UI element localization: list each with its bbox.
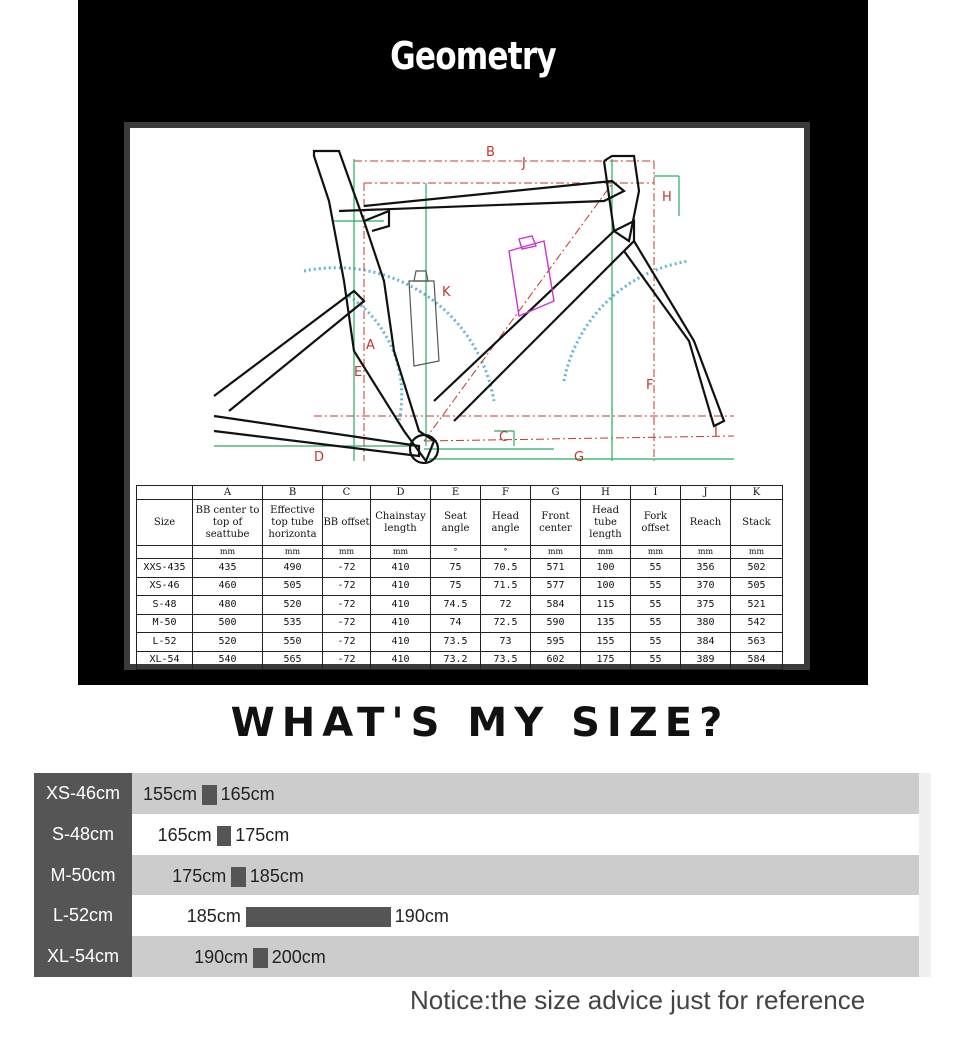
value-cell: 565 xyxy=(263,651,323,670)
dim-letter-c: C xyxy=(499,430,509,445)
value-cell: 410 xyxy=(371,651,431,670)
size-heading: WHAT'S MY SIZE? xyxy=(230,700,730,746)
value-cell: 55 xyxy=(631,614,681,633)
value-cell: 577 xyxy=(531,577,581,596)
value-cell: 73.5 xyxy=(431,633,481,652)
value-cell: 100 xyxy=(581,559,631,578)
value-cell: -72 xyxy=(323,633,371,652)
header-cell: BB offset xyxy=(323,500,371,546)
value-cell: 73 xyxy=(481,633,531,652)
value-cell: 100 xyxy=(581,577,631,596)
size-min-label: 155cm xyxy=(142,784,197,804)
value-cell: 375 xyxy=(681,596,731,615)
dim-letter-b: B xyxy=(486,145,495,160)
size-cell: XL-54 xyxy=(137,651,193,670)
size-range-bar xyxy=(231,867,246,887)
size-cell: XXS-435 xyxy=(137,559,193,578)
geometry-drawing-frame xyxy=(124,122,810,670)
value-cell: 55 xyxy=(631,633,681,652)
size-range-bar xyxy=(202,785,217,805)
geometry-panel xyxy=(78,0,868,685)
letter-cell: G xyxy=(531,486,581,500)
unit-cell: mm xyxy=(263,546,323,559)
unit-cell: ° xyxy=(481,546,531,559)
unit-cell: mm xyxy=(731,546,783,559)
table-row xyxy=(137,651,783,670)
value-cell: 520 xyxy=(263,596,323,615)
value-cell: 55 xyxy=(631,596,681,615)
value-cell: 410 xyxy=(371,614,431,633)
size-label: XL-54cm xyxy=(34,936,132,977)
size-row xyxy=(34,936,931,977)
value-cell: 74 xyxy=(431,614,481,633)
value-cell: 460 xyxy=(193,577,263,596)
geometry-table xyxy=(136,485,783,670)
size-track xyxy=(132,895,922,936)
value-cell: 380 xyxy=(681,614,731,633)
letter-cell: C xyxy=(323,486,371,500)
header-cell: Head angle xyxy=(481,500,531,546)
value-cell: 73.5 xyxy=(481,651,531,670)
value-cell: 590 xyxy=(531,614,581,633)
value-cell: 410 xyxy=(371,559,431,578)
header-cell: Seat angle xyxy=(431,500,481,546)
bottle-outline-grey xyxy=(409,271,439,366)
letter-cell xyxy=(137,486,193,500)
value-cell: 115 xyxy=(581,596,631,615)
letter-cell: B xyxy=(263,486,323,500)
value-cell: 520 xyxy=(193,633,263,652)
value-cell: 490 xyxy=(263,559,323,578)
dim-letter-k: K xyxy=(442,285,451,300)
value-cell: 505 xyxy=(731,577,783,596)
value-cell: 384 xyxy=(681,633,731,652)
size-cell: XS-46 xyxy=(137,577,193,596)
value-cell: -72 xyxy=(323,577,371,596)
value-cell: 72.5 xyxy=(481,614,531,633)
size-row xyxy=(34,855,931,896)
value-cell: 480 xyxy=(193,596,263,615)
value-cell: 74.5 xyxy=(431,596,481,615)
value-cell: -72 xyxy=(323,614,371,633)
size-chart xyxy=(34,773,931,977)
header-cell: Size xyxy=(137,500,193,546)
table-row xyxy=(137,559,783,578)
value-cell: -72 xyxy=(323,596,371,615)
unit-cell: mm xyxy=(193,546,263,559)
table-row xyxy=(137,633,783,652)
unit-cell: mm xyxy=(581,546,631,559)
value-cell: 595 xyxy=(531,633,581,652)
table-row xyxy=(137,577,783,596)
table-body xyxy=(137,546,783,670)
size-cell: M-50 xyxy=(137,614,193,633)
value-cell: 75 xyxy=(431,577,481,596)
size-min-label: 190cm xyxy=(194,947,249,967)
value-cell: 155 xyxy=(581,633,631,652)
value-cell: 55 xyxy=(631,651,681,670)
size-range-bar xyxy=(217,826,232,846)
value-cell: 71.5 xyxy=(481,577,531,596)
size-max-label: 200cm xyxy=(271,947,326,967)
size-range-bar xyxy=(253,948,268,968)
value-cell: 135 xyxy=(581,614,631,633)
size-min-label: 165cm xyxy=(157,825,212,845)
unit-cell: mm xyxy=(631,546,681,559)
dim-letter-a: A xyxy=(366,338,375,353)
letter-cell: H xyxy=(581,486,631,500)
size-label: XS-46cm xyxy=(34,773,132,814)
value-cell: 535 xyxy=(263,614,323,633)
letter-cell: K xyxy=(731,486,783,500)
size-label: S-48cm xyxy=(34,814,132,855)
value-cell: 521 xyxy=(731,596,783,615)
dimension-letters xyxy=(314,145,718,465)
value-cell: 435 xyxy=(193,559,263,578)
front-wheel-arc xyxy=(564,261,689,381)
value-cell: 563 xyxy=(731,633,783,652)
value-cell: -72 xyxy=(323,559,371,578)
dim-letter-d: D xyxy=(314,450,325,465)
unit-cell xyxy=(137,546,193,559)
value-cell: 410 xyxy=(371,633,431,652)
header-cell: Head tube length xyxy=(581,500,631,546)
value-cell: 356 xyxy=(681,559,731,578)
header-cell: Effective top tube horizonta xyxy=(263,500,323,546)
value-cell: -72 xyxy=(323,651,371,670)
value-cell: 70.5 xyxy=(481,559,531,578)
size-cell: S-48 xyxy=(137,596,193,615)
dim-letter-g: G xyxy=(574,450,585,465)
table-row xyxy=(137,614,783,633)
size-track xyxy=(132,855,922,896)
letter-cell: I xyxy=(631,486,681,500)
size-max-label: 165cm xyxy=(220,784,275,804)
value-cell: 72 xyxy=(481,596,531,615)
dim-letter-j: J xyxy=(522,156,526,171)
size-max-label: 185cm xyxy=(249,866,304,886)
value-cell: 389 xyxy=(681,651,731,670)
bottle-magenta xyxy=(509,236,554,316)
value-cell: 75 xyxy=(431,559,481,578)
size-max-label: 190cm xyxy=(394,906,449,926)
header-cell: Chainstay length xyxy=(371,500,431,546)
value-cell: 602 xyxy=(531,651,581,670)
value-cell: 540 xyxy=(193,651,263,670)
table-unit-row xyxy=(137,546,783,559)
value-cell: 55 xyxy=(631,559,681,578)
dim-letter-f: F xyxy=(646,378,654,393)
chart-edge xyxy=(919,773,931,977)
header-cell: Fork offset xyxy=(631,500,681,546)
value-cell: 410 xyxy=(371,596,431,615)
value-cell: 370 xyxy=(681,577,731,596)
size-track xyxy=(132,936,922,977)
table-row xyxy=(137,596,783,615)
size-cell: L-52 xyxy=(137,633,193,652)
frame-diagram xyxy=(134,131,800,481)
value-cell: 175 xyxy=(581,651,631,670)
value-cell: 571 xyxy=(531,559,581,578)
header-cell: Reach xyxy=(681,500,731,546)
unit-cell: mm xyxy=(371,546,431,559)
header-cell: BB center to top of seattube xyxy=(193,500,263,546)
value-cell: 584 xyxy=(531,596,581,615)
seat-arc xyxy=(349,296,402,421)
size-min-label: 185cm xyxy=(186,906,241,926)
unit-cell: mm xyxy=(531,546,581,559)
size-max-label: 175cm xyxy=(235,825,290,845)
letter-cell: D xyxy=(371,486,431,500)
unit-cell: mm xyxy=(323,546,371,559)
value-cell: 500 xyxy=(193,614,263,633)
bike-frame-diagram xyxy=(134,131,800,481)
letter-cell: E xyxy=(431,486,481,500)
size-track xyxy=(132,773,922,814)
header-cell: Stack xyxy=(731,500,783,546)
value-cell: 55 xyxy=(631,577,681,596)
size-row xyxy=(34,895,931,936)
rear-wheel-arc xyxy=(304,268,494,401)
value-cell: 505 xyxy=(263,577,323,596)
value-cell: 502 xyxy=(731,559,783,578)
header-cell: Front center xyxy=(531,500,581,546)
size-min-label: 175cm xyxy=(172,866,227,886)
dim-letter-e: E xyxy=(354,365,363,380)
unit-cell: mm xyxy=(681,546,731,559)
table-header-row xyxy=(137,500,783,546)
table-letter-row xyxy=(137,486,783,500)
size-range-bar xyxy=(246,907,391,927)
dim-letter-h: H xyxy=(662,190,672,205)
size-track xyxy=(132,814,922,855)
size-row xyxy=(34,814,931,855)
letter-cell: A xyxy=(193,486,263,500)
letter-cell: F xyxy=(481,486,531,500)
letter-cell: J xyxy=(681,486,731,500)
notice-text: Notice:the size advice just for reference xyxy=(410,985,866,1015)
red-dimension-lines xyxy=(314,161,734,461)
value-cell: 73.2 xyxy=(431,651,481,670)
dim-letter-i: I xyxy=(714,425,718,440)
size-label: M-50cm xyxy=(34,855,132,896)
size-row xyxy=(34,773,931,814)
size-label: L-52cm xyxy=(34,895,132,936)
value-cell: 542 xyxy=(731,614,783,633)
unit-cell: ° xyxy=(431,546,481,559)
geometry-title: Geometry xyxy=(390,34,556,78)
value-cell: 584 xyxy=(731,651,783,670)
value-cell: 410 xyxy=(371,577,431,596)
value-cell: 550 xyxy=(263,633,323,652)
